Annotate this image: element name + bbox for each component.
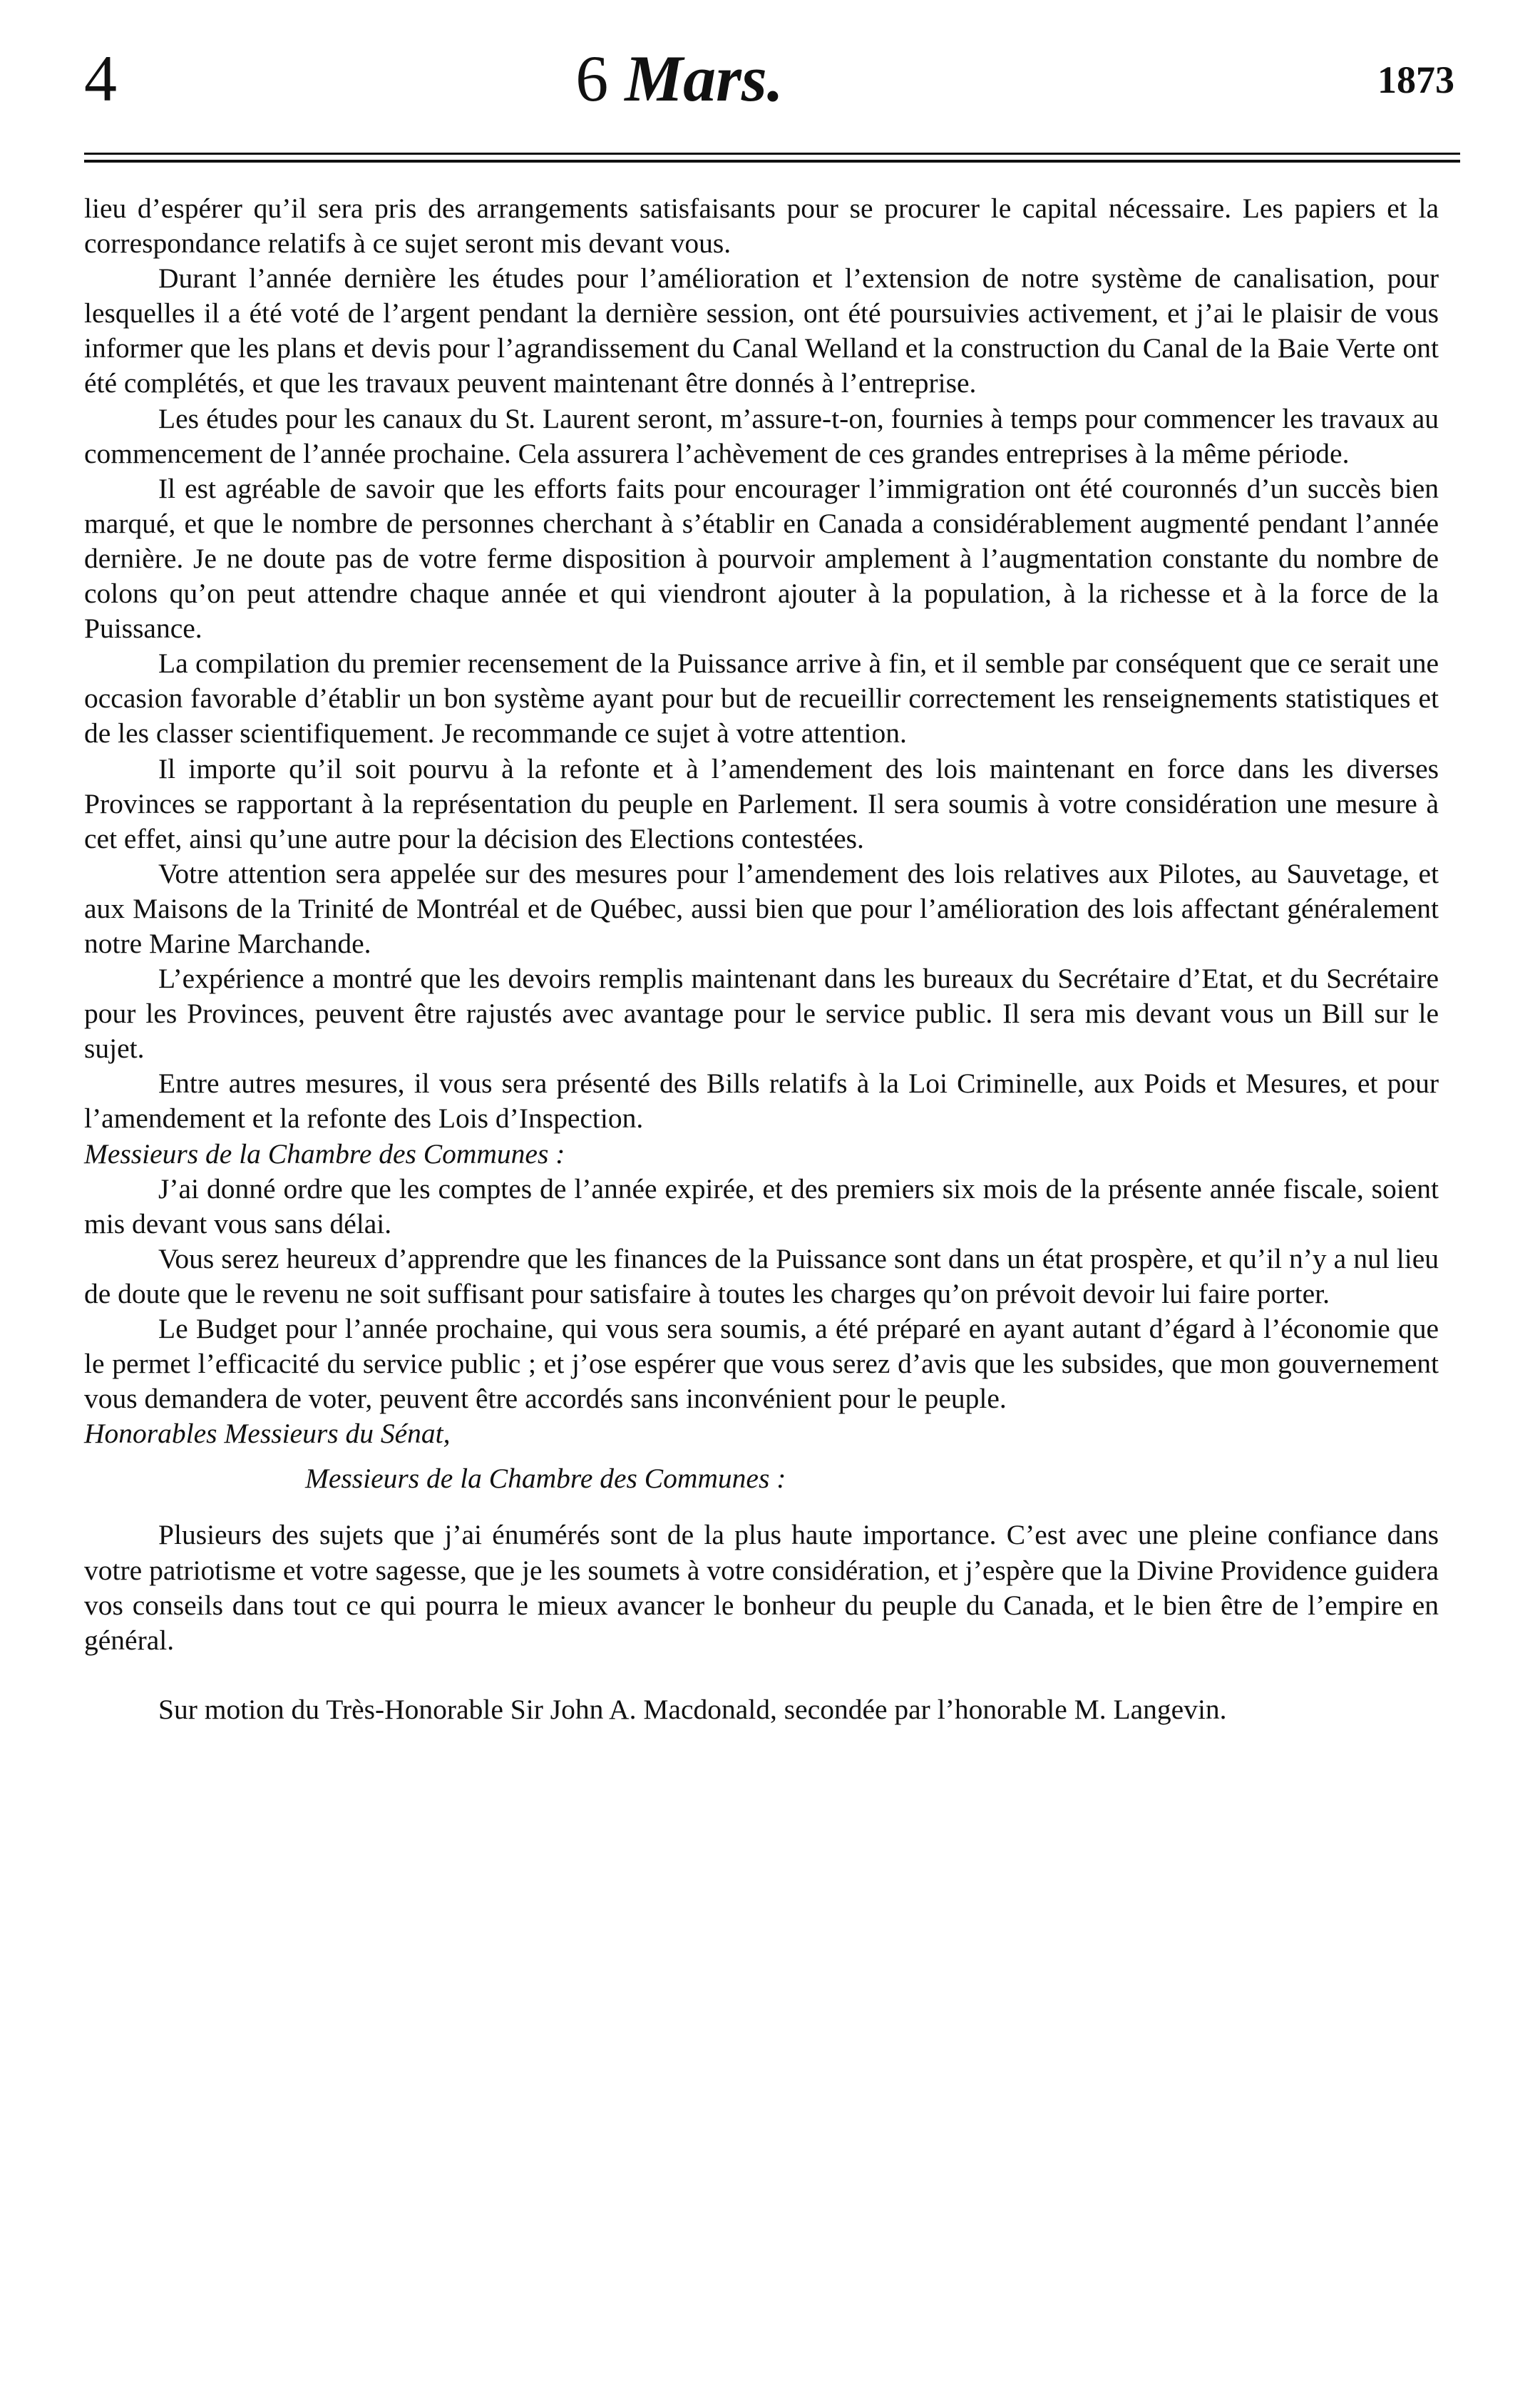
- paragraph-1: lieu d’espérer qu’il sera pris des arrangements satisfaisants pour se procurer le capital nécessaire. Les papiers et la correspondance relatifs à ce sujet seront mis devant vous.: [84, 193, 1439, 260]
- paragraph-3: Les études pour les canaux du St. Laurent seront, m’assure-t-on, fournies à temps pour commencer les travaux au commencement de l’année prochaine. Cela assurera l’achèvement de ces grandes entreprises à la même période.: [84, 402, 1439, 469]
- paragraph-7: Votre attention sera appelée sur des mesures pour l’amendement des lois relatives aux Pilotes, au Sauvetage, et aux Maisons de la Trinité de Montréal et de Québec, aussi bien que pour l’amélioration des lois affectant généralement notre Marine Marchande.: [84, 857, 1439, 959]
- motion-paragraph: Sur motion du Très-Honorable Sir John A. Macdonald, secondée par l’honorable M. Langevin.: [158, 1693, 1227, 1725]
- document-body: [84, 191, 1439, 1727]
- page-header: [84, 39, 1460, 125]
- header-rule-top: [84, 153, 1460, 155]
- document-page: [84, 0, 1460, 2384]
- paragraph-final: Plusieurs des sujets que j’ai énumérés sont de la plus haute importance. C’est avec une pleine confiance dans votre patriotisme et votre sagesse, que je les soumets à votre considération, et j’espère que la Divine Providence guidera vos conseils dans tout ce qui pourra le mieux avancer le bonheur du peuple du Canada, et le bien être de l’empire en général.: [84, 1519, 1439, 1656]
- paragraph-5: La compilation du premier recensement de la Puissance arrive à fin, et il semble par conséquent que ce serait une occasion favorable d’établir un bon système ayant pour but de recueillir correctement les renseignements statistiques et de les classer scientifiquement. Je recommande ce sujet à votre attention.: [84, 648, 1439, 750]
- date-day: 6: [575, 42, 609, 115]
- date-month: Mars.: [625, 42, 784, 115]
- page-number: 4: [84, 42, 117, 115]
- paragraph-8: L’expérience a montré que les devoirs remplis maintenant dans les bureaux du Secrétaire d’Etat, et du Secrétaire pour les Provinces, peuvent être rajustés avec avantage pour le service public. Il sera mis devant vous un Bill sur le sujet.: [84, 963, 1439, 1065]
- paragraph-9: Entre autres mesures, il vous sera présenté des Bills relatifs à la Loi Criminelle, aux Poids et Mesures, et pour l’amendement et la refonte des Lois d’Inspection.: [84, 1068, 1439, 1135]
- paragraph-2: Durant l’année dernière les études pour l’amélioration et l’extension de notre système de canalisation, pour lesquelles il a été voté de l’argent pendant la dernière session, ont été poursuivies activement, et j’ai le plaisir de vous informer que les plans et devis pour l’agrandissement du Canal Welland et la construction du Canal de la Baie Verte ont été complétés, et que les travaux peuvent maintenant être donnés à l’entreprise.: [84, 262, 1439, 399]
- paragraph-commons-3: Le Budget pour l’année prochaine, qui vous sera soumis, a été préparé en ayant autant d’égard à l’économie que le permet l’efficacité du service public ; et j’ose espérer que vous serez d’avis que les subsides, que mon gouvernement vous demandera de voter, peuvent être accordés sans inconvénient pour le peuple.: [84, 1313, 1439, 1415]
- paragraph-6: Il importe qu’il soit pourvu à la refonte et à l’amendement des lois maintenant en force dans les diverses Provinces se rapportant à la représentation du peuple en Parlement. Il sera soumis à votre considération une mesure à cet effet, ainsi qu’une autre pour la décision des Elections contestées.: [84, 752, 1439, 854]
- heading-senate: Honorables Messieurs du Sénat,: [84, 1418, 451, 1450]
- page-year: 1873: [1377, 58, 1454, 101]
- paragraph-commons-1: J’ai donné ordre que les comptes de l’année expirée, et des premiers six mois de la présente année fiscale, soient mis devant vous sans délai.: [84, 1172, 1439, 1239]
- heading-commons-2: Messieurs de la Chambre des Communes :: [305, 1463, 786, 1495]
- spacer: [84, 1658, 1439, 1692]
- page-date: [0, 39, 1367, 118]
- paragraph-commons-2: Vous serez heureux d’apprendre que les finances de la Puissance sont dans un état prospère, et qu’il n’y a nul lieu de doute que le revenu ne soit suffisant pour satisfaire à toutes les charges qu’on prévoit devoir lui faire porter.: [84, 1242, 1439, 1309]
- header-rule-bottom: [84, 160, 1460, 163]
- heading-commons: Messieurs de la Chambre des Communes :: [84, 1137, 565, 1170]
- paragraph-4: Il est agréable de savoir que les efforts faits pour encourager l’immigration ont été couronnés d’un succès bien marqué, et que le nombre de personnes cherchant à s’établir en Canada a considérablement augmenté pendant l’année dernière. Je ne doute pas de votre ferme disposition à pourvoir amplement à l’augmentation constante du nombre de colons qu’on peut attendre chaque année et qui viendront ajouter à la population, à la richesse et à la force de la Puissance.: [84, 472, 1439, 645]
